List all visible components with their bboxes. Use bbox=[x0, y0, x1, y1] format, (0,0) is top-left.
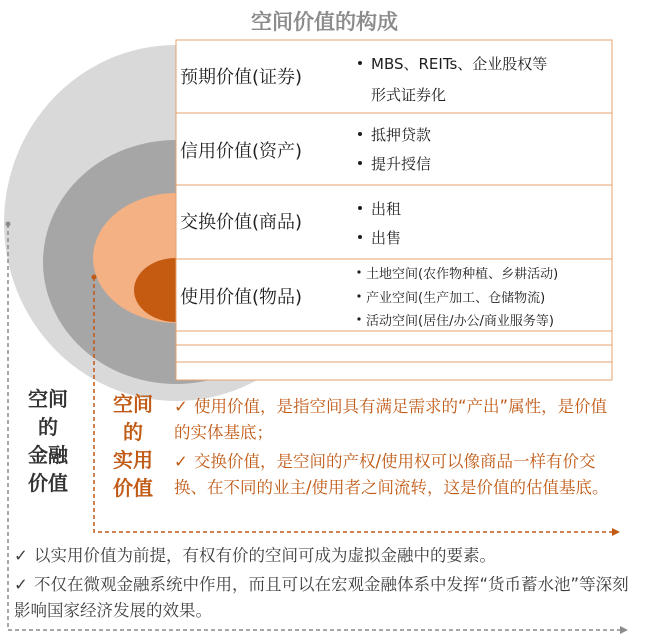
row-name-exchange: 交换价值(商品) bbox=[180, 212, 303, 233]
bullet-text: 提升授信 bbox=[371, 155, 432, 173]
bullet-text: MBS、REITs、企业股权等 bbox=[371, 55, 548, 73]
check-icon: ✓ bbox=[14, 575, 28, 594]
bullet-text: 产业空间(生产加工、仓储物流) bbox=[366, 291, 546, 306]
bullet-dot bbox=[357, 317, 360, 320]
label-line: 金融 bbox=[28, 443, 68, 467]
diagram-title: 空间价值的构成 bbox=[251, 10, 398, 34]
bullet-dot bbox=[358, 132, 362, 136]
label-line: 的 bbox=[38, 415, 58, 439]
bullet-dot bbox=[357, 270, 360, 273]
use-value-note bbox=[174, 394, 622, 446]
row-name-use: 使用价值(物品) bbox=[180, 287, 303, 308]
bottom-note-1 bbox=[14, 543, 636, 569]
bullet-text: 土地空间(农作物种植、乡耕活动) bbox=[366, 267, 559, 282]
bullet-text: 形式证券化 bbox=[371, 86, 447, 104]
bullet-text: 抵押贷款 bbox=[371, 126, 432, 144]
bullet-text: 出售 bbox=[371, 229, 402, 247]
exchange-value-note bbox=[174, 449, 622, 501]
use-bracket-arrow bbox=[612, 528, 620, 536]
bullet-dot bbox=[358, 206, 362, 210]
bullet-text: 出租 bbox=[371, 200, 402, 218]
note-text: 不仅在微观金融系统中作用，而且可以在宏观金融体系中发挥“货币蓄水池”等深刻影响国家经济发展的效果。 bbox=[14, 575, 629, 620]
bottom-note-2 bbox=[14, 572, 636, 624]
label-line: 空间 bbox=[113, 392, 153, 416]
row-name-credit: 信用价值(资产) bbox=[180, 141, 303, 162]
check-icon: ✓ bbox=[14, 546, 28, 565]
bullet-dot bbox=[358, 161, 362, 165]
note-text: 使用价值，是指空间具有满足需求的“产出”属性，是价值的实体基底； bbox=[174, 397, 608, 442]
financial-value-label bbox=[18, 385, 78, 497]
label-line: 价值 bbox=[28, 471, 68, 495]
row-name-expected: 预期价值(证券) bbox=[180, 67, 303, 88]
label-line: 的 bbox=[123, 420, 143, 444]
note-text: 交换价值，是空间的产权/使用权可以像商品一样有价交换、在不同的业主/使用者之间流转，这是价值的估值基底。 bbox=[174, 452, 609, 497]
bullet-dot bbox=[358, 235, 362, 239]
label-line: 价值 bbox=[113, 476, 153, 500]
check-icon: ✓ bbox=[174, 452, 188, 471]
bullet-dot bbox=[357, 294, 360, 297]
practical-value-label bbox=[104, 390, 162, 502]
financial-bracket-arrow bbox=[620, 626, 628, 634]
bullet-dot bbox=[358, 61, 362, 65]
check-icon: ✓ bbox=[174, 397, 188, 416]
note-text: 以实用价值为前提，有权有价的空间可成为虚拟金融中的要素。 bbox=[34, 546, 496, 565]
label-line: 空间 bbox=[28, 387, 68, 411]
label-line: 实用 bbox=[113, 448, 153, 472]
bullet-text: 活动空间(居住/办公/商业服务等) bbox=[366, 314, 554, 329]
